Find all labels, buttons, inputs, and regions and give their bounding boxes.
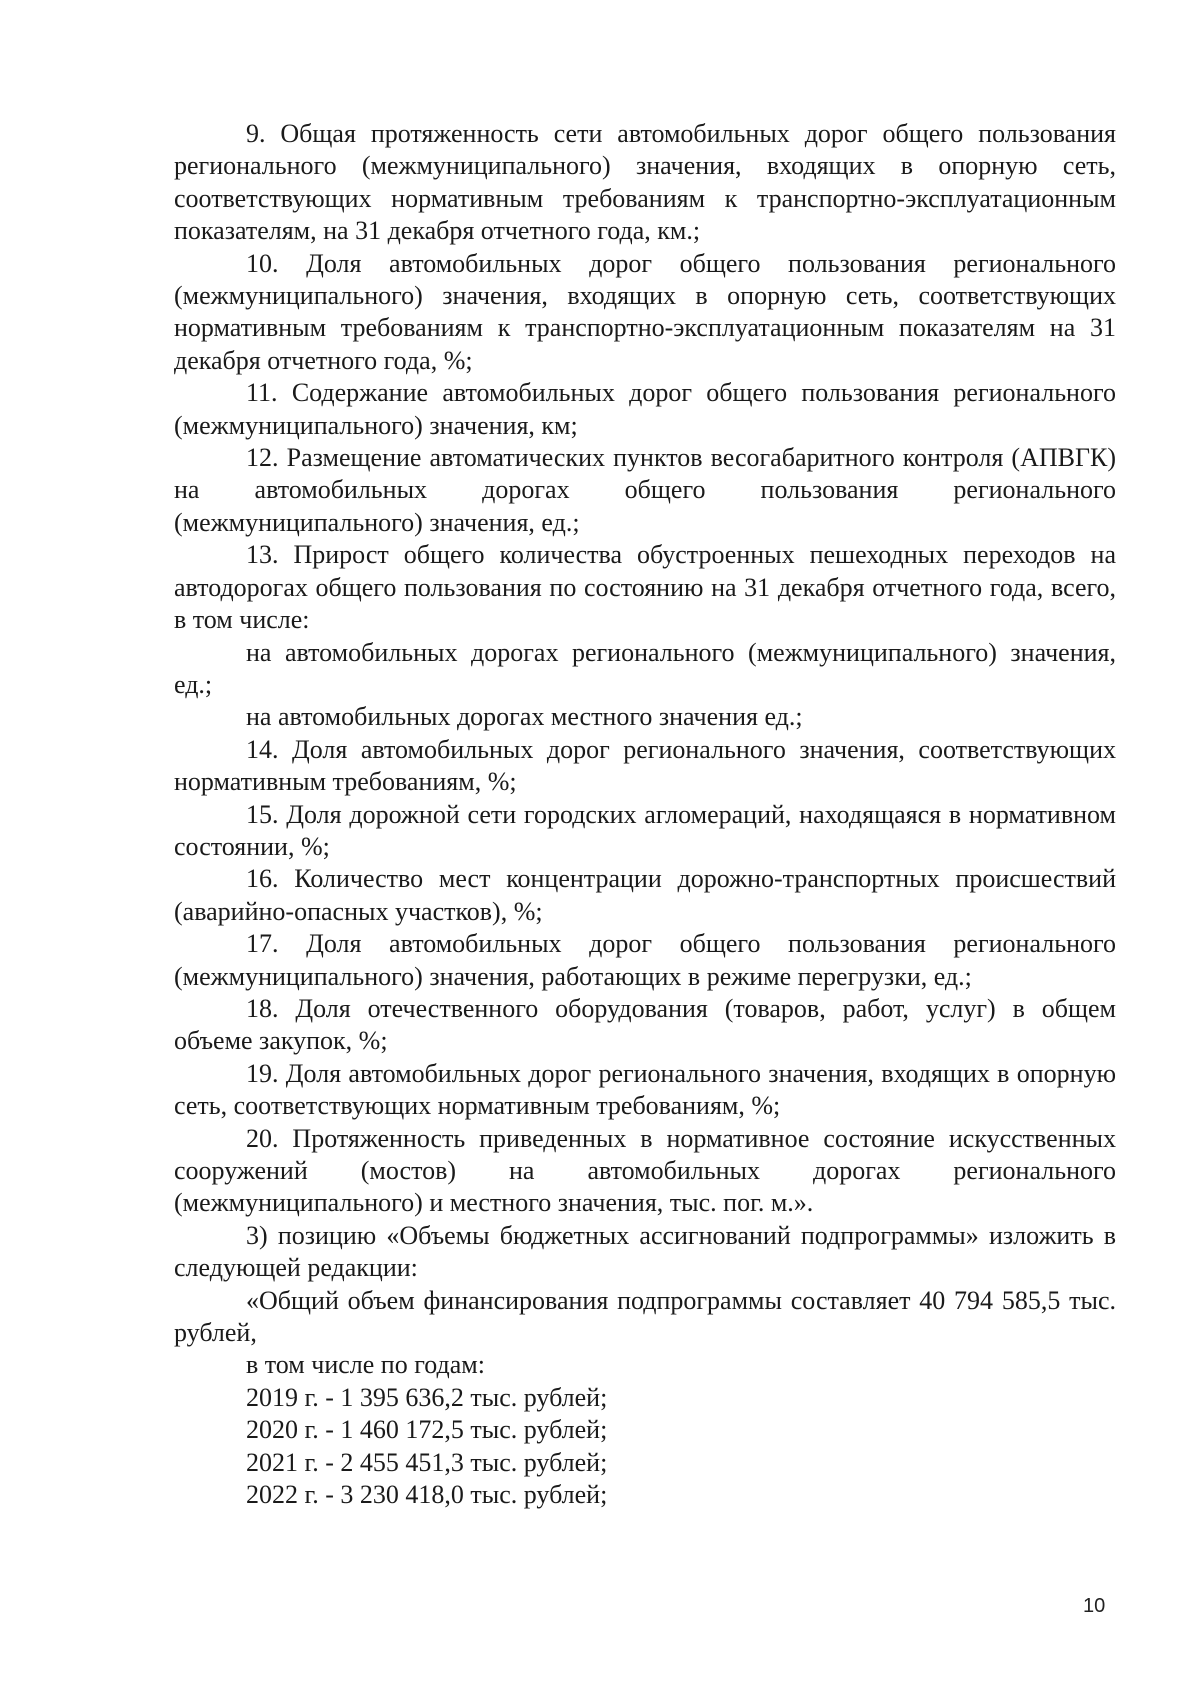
- document-body: [174, 118, 1116, 1511]
- paragraph-item-16: 16. Количество мест концентрации дорожно-транспортных происшествий (аварийно-опасных участков), %;: [174, 864, 1116, 926]
- paragraph-section-3: 3) позицию «Объемы бюджетных ассигнований подпрограммы» изложить в следующей редакции:: [174, 1220, 1116, 1283]
- paragraph-item-14: 14. Доля автомобильных дорог регионального значения, соответствующих нормативным требованиям, %;: [174, 734, 1116, 797]
- paragraph-financing-total: «Общий объем финансирования подпрограммы составляет 40 794 585,5 тыс. рублей,: [174, 1285, 1116, 1348]
- paragraph-item-20: 20. Протяженность приведенных в нормативное состояние искусственных сооружений (мостов) на автомобильных дорогах регионального (межмуниципального) и местного значения, тыс. пог. м.».: [174, 1123, 1116, 1218]
- paragraph-item-18: 18. Доля отечественного оборудования (товаров, работ, услуг) в общем объеме закупок, %;: [174, 993, 1116, 1056]
- paragraph-item-9: 9. Общая протяженность сети автомобильных дорог общего пользования регионального (межмуниципального) значения, входящих в опорную сеть, соответствующих нормативным требованиям к транспортно-эксплуатационным показателям, на 31 декабря отчетного года, км.;: [174, 119, 1116, 246]
- paragraph-item-10: 10. Доля автомобильных дорог общего пользования регионального (межмуниципального) значения, входящих в опорную сеть, соответствующих нормативным требованиям к транспортно-эксплуатационным показателям на 31 декабря отчетного года, %;: [174, 248, 1116, 375]
- paragraph-item-19: 19. Доля автомобильных дорог регионального значения, входящих в опорную сеть, соответствующих нормативным требованиям, %;: [174, 1058, 1116, 1121]
- years-intro: в том числе по годам:: [246, 1350, 485, 1380]
- paragraph-item-13-regional: на автомобильных дорогах регионального (межмуниципального) значения, ед.;: [174, 637, 1116, 699]
- year-line-2022: 2022 г. - 3 230 418,0 тыс. рублей;: [246, 1480, 608, 1510]
- year-line-2020: 2020 г. - 1 460 172,5 тыс. рублей;: [246, 1415, 608, 1445]
- page-number: 10: [1083, 1595, 1106, 1617]
- paragraph-item-12: 12. Размещение автоматических пунктов весогабаритного контроля (АПВГК) на автомобильных дорогах общего пользования регионального (межмуниципального) значения, ед.;: [174, 443, 1116, 537]
- year-line-2019: 2019 г. - 1 395 636,2 тыс. рублей;: [246, 1382, 608, 1412]
- paragraph-item-13: 13. Прирост общего количества обустроенных пешеходных переходов на автодорогах общего пользования по состоянию на 31 декабря отчетного года, всего, в том числе:: [174, 540, 1116, 635]
- paragraph-item-13-local: на автомобильных дорогах местного значения ед.;: [246, 702, 803, 732]
- year-line-2021: 2021 г. - 2 455 451,3 тыс. рублей;: [246, 1447, 608, 1477]
- paragraph-item-15: 15. Доля дорожной сети городских агломераций, находящаяся в нормативном состоянии, %;: [174, 799, 1116, 861]
- paragraph-item-11: 11. Содержание автомобильных дорог общего пользования регионального (межмуниципального) значения, км;: [174, 378, 1116, 440]
- paragraph-item-17: 17. Доля автомобильных дорог общего пользования регионального (межмуниципального) значения, работающих в режиме перегрузки, ед.;: [174, 929, 1116, 991]
